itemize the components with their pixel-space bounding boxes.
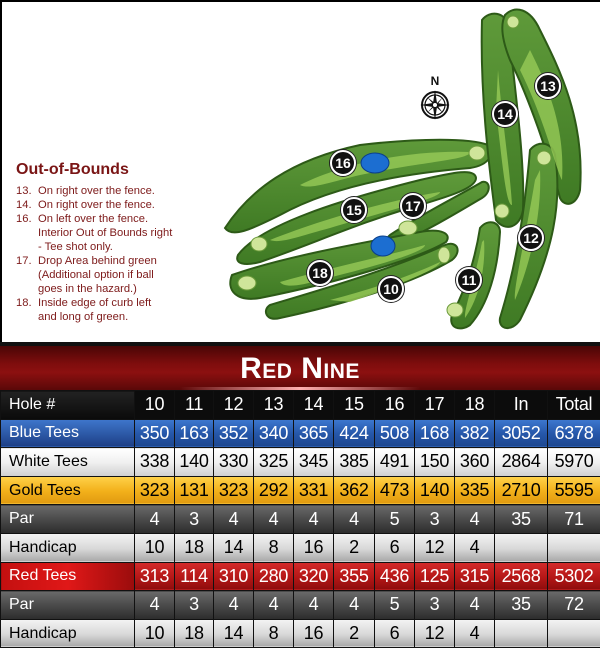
score-cell: 4 (455, 533, 495, 562)
hole-badge: 11 (456, 267, 482, 293)
score-cell: 18 (175, 619, 214, 648)
score-cell: 385 (334, 448, 375, 477)
score-cell: 4 (214, 591, 254, 620)
oob-rule-text: On left over the fence. (38, 212, 148, 226)
score-cell: 16 (375, 391, 415, 420)
score-cell: Total (548, 391, 600, 420)
score-cell: 4 (254, 505, 294, 534)
score-cell: 10 (135, 391, 175, 420)
score-cell: 355 (334, 562, 375, 591)
oob-hole-number: 13. (16, 184, 38, 198)
out-of-bounds-title: Out-of-Bounds (16, 161, 172, 179)
row-label: Blue Tees (1, 419, 135, 448)
oob-rule-text: and long of green. (38, 310, 128, 324)
score-cell: 14 (214, 533, 254, 562)
row-white-tees (1, 448, 600, 477)
oob-rule-text: Drop Area behind green (38, 254, 157, 268)
score-cell: 315 (455, 562, 495, 591)
row-label: Par (1, 591, 135, 620)
score-cell: 14 (294, 391, 334, 420)
row-label: Handicap (1, 533, 135, 562)
score-cell: 5595 (548, 476, 600, 505)
score-cell: 8 (254, 533, 294, 562)
score-cell: 17 (415, 391, 455, 420)
oob-rule-text: (Additional option if ball (38, 268, 154, 282)
score-cell: In (495, 391, 548, 420)
score-cell: 365 (294, 419, 334, 448)
row-label: Handicap (1, 619, 135, 648)
score-cell: 150 (415, 448, 455, 477)
score-cell: 330 (214, 448, 254, 477)
score-cell: 340 (254, 419, 294, 448)
hole-badge: 16 (330, 150, 356, 176)
score-cell: 14 (214, 619, 254, 648)
score-cell: 8 (254, 619, 294, 648)
row-label: Par (1, 505, 135, 534)
hole-badge: 13 (535, 73, 561, 99)
score-cell: 6 (375, 619, 415, 648)
oob-rule-text: On right over the fence. (38, 184, 155, 198)
score-cell: 4 (455, 505, 495, 534)
score-cell: 323 (214, 476, 254, 505)
score-cell: 4 (254, 591, 294, 620)
score-cell: 72 (548, 591, 600, 620)
score-cell: 3 (415, 505, 455, 534)
row-handicap (1, 533, 600, 562)
score-cell: 125 (415, 562, 455, 591)
score-cell (548, 619, 600, 648)
score-cell: 15 (334, 391, 375, 420)
hole-badge: 15 (341, 197, 367, 223)
score-cell: 313 (135, 562, 175, 591)
hole-badge: 10 (378, 276, 404, 302)
row-blue-tees (1, 419, 600, 448)
score-cell: 12 (214, 391, 254, 420)
row-label: Hole # (1, 391, 135, 420)
scorecard-header (0, 342, 600, 390)
score-cell: 491 (375, 448, 415, 477)
score-cell: 4 (214, 505, 254, 534)
score-cell: 11 (175, 391, 214, 420)
score-cell: 345 (294, 448, 334, 477)
score-cell: 5970 (548, 448, 600, 477)
hole-badge: 18 (307, 260, 333, 286)
hole-badge: 14 (492, 101, 518, 127)
score-cell: 12 (415, 619, 455, 648)
score-cell: 140 (175, 448, 214, 477)
score-cell: 352 (214, 419, 254, 448)
score-cell: 3 (175, 505, 214, 534)
score-cell: 18 (175, 533, 214, 562)
row-gold-tees (1, 476, 600, 505)
score-cell: 2568 (495, 562, 548, 591)
score-cell: 3 (175, 591, 214, 620)
row-par (1, 505, 600, 534)
score-cell: 310 (214, 562, 254, 591)
score-cell: 2 (334, 619, 375, 648)
score-cell (548, 533, 600, 562)
score-cell: 10 (135, 533, 175, 562)
score-cell: 4 (135, 505, 175, 534)
oob-hole-number: 18. (16, 296, 38, 310)
row-red-tees (1, 562, 600, 591)
score-cell: 16 (294, 619, 334, 648)
row-par-red (1, 591, 600, 620)
score-cell: 71 (548, 505, 600, 534)
score-cell: 335 (455, 476, 495, 505)
score-cell: 5302 (548, 562, 600, 591)
score-cell: 350 (135, 419, 175, 448)
score-cell: 6 (375, 533, 415, 562)
score-cell: 18 (455, 391, 495, 420)
score-cell: 4 (294, 505, 334, 534)
scorecard-title: Red Nine (0, 352, 600, 386)
score-cell: 13 (254, 391, 294, 420)
score-cell: 12 (415, 533, 455, 562)
score-cell: 140 (415, 476, 455, 505)
score-cell: 2 (334, 533, 375, 562)
score-cell: 35 (495, 505, 548, 534)
oob-rule-text: - Tee shot only. (38, 240, 113, 254)
compass-north-label: N (431, 74, 440, 88)
score-cell: 3052 (495, 419, 548, 448)
row-hole-number (1, 391, 600, 420)
oob-hole-number: 16. (16, 212, 38, 226)
score-cell: 2710 (495, 476, 548, 505)
score-cell: 338 (135, 448, 175, 477)
score-cell: 16 (294, 533, 334, 562)
oob-rule-text: Interior Out of Bounds right (38, 226, 172, 240)
oob-rule-text: Inside edge of curb left (38, 296, 151, 310)
score-cell: 163 (175, 419, 214, 448)
score-cell: 2864 (495, 448, 548, 477)
score-cell: 473 (375, 476, 415, 505)
score-cell: 331 (294, 476, 334, 505)
score-cell: 35 (495, 591, 548, 620)
score-cell: 5 (375, 505, 415, 534)
score-cell: 292 (254, 476, 294, 505)
row-label: Gold Tees (1, 476, 135, 505)
score-cell: 382 (455, 419, 495, 448)
score-cell: 10 (135, 619, 175, 648)
score-cell: 360 (455, 448, 495, 477)
score-cell (495, 619, 548, 648)
score-cell: 4 (455, 591, 495, 620)
score-cell: 320 (294, 562, 334, 591)
hole-badge: 12 (518, 225, 544, 251)
row-label: Red Tees (1, 562, 135, 591)
score-cell: 168 (415, 419, 455, 448)
score-cell: 424 (334, 419, 375, 448)
oob-rule-text: goes in the hazard.) (38, 282, 137, 296)
oob-hole-number: 17. (16, 254, 38, 268)
score-cell: 4 (294, 591, 334, 620)
score-cell: 4 (334, 591, 375, 620)
score-cell: 4 (455, 619, 495, 648)
score-cell (495, 533, 548, 562)
score-cell: 114 (175, 562, 214, 591)
oob-hole-number: 14. (16, 198, 38, 212)
score-cell: 508 (375, 419, 415, 448)
score-cell: 362 (334, 476, 375, 505)
score-cell: 5 (375, 591, 415, 620)
oob-rule-text: On right over the fence. (38, 198, 155, 212)
row-handicap-red (1, 619, 600, 648)
score-cell: 323 (135, 476, 175, 505)
score-cell: 131 (175, 476, 214, 505)
score-cell: 3 (415, 591, 455, 620)
hole-badge: 17 (400, 193, 426, 219)
score-cell: 4 (334, 505, 375, 534)
score-cell: 436 (375, 562, 415, 591)
row-label: White Tees (1, 448, 135, 477)
score-cell: 280 (254, 562, 294, 591)
score-cell: 6378 (548, 419, 600, 448)
score-cell: 325 (254, 448, 294, 477)
score-cell: 4 (135, 591, 175, 620)
scorecard-table (0, 390, 600, 648)
